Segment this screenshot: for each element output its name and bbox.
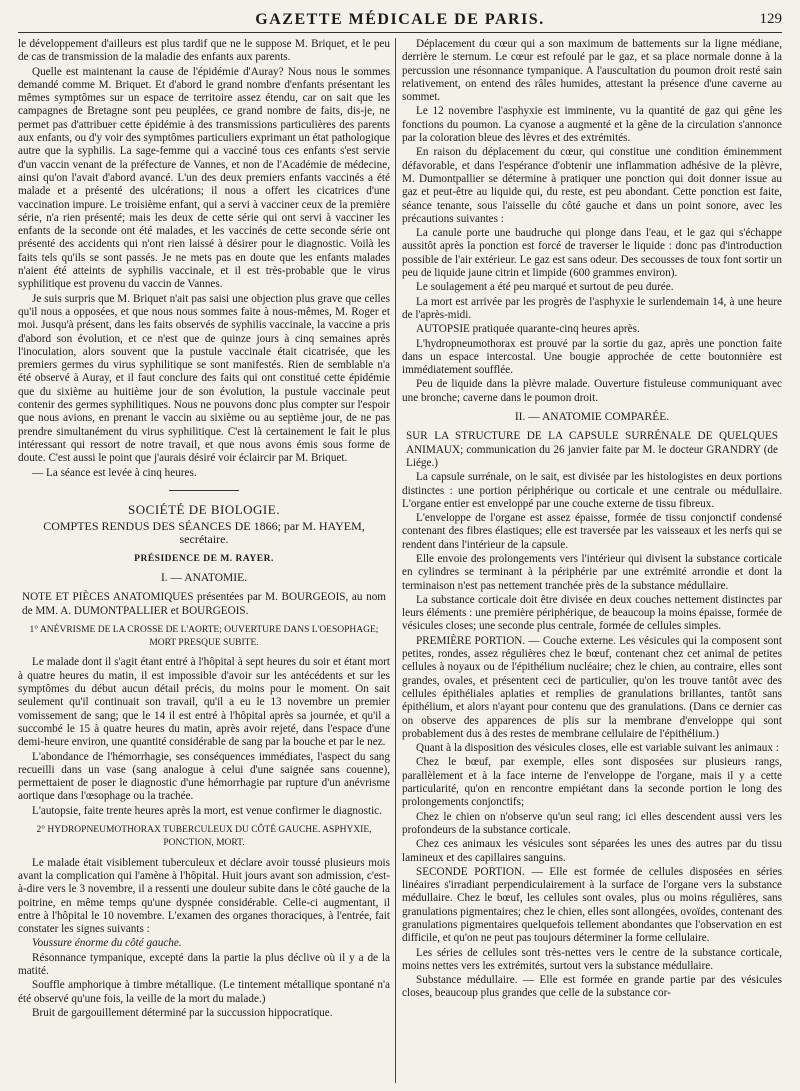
paragraph: le développement d'ailleurs est plus tardif que ne le suppose M. Briquet, et le peu de cas de transmission de la maladie des enfants aux parents. (18, 38, 390, 64)
journal-title: GAZETTE MÉDICALE DE PARIS. (255, 11, 545, 28)
paragraph: En raison du déplacement du cœur, qui constitue une condition éminemment défavorable, et dans l'espérance d'obtenir une inflammation adhésive de la plèvre, M. Dumontpallier se détermine à pratiquer une ponction qui doit donner issue au gaz et peut-être au liquide qui, du reste, est peu abondant. Cette ponction est faite, séance tenante, sous l'aisselle du côté gauche et dans un point sonore, avec les précautions suivantes : (402, 146, 782, 225)
paragraph: Bruit de gargouillement déterminé par la succussion hippocratique. (32, 1006, 333, 1019)
paragraph: La mort est arrivée par les progrès de l'asphyxie le surlendemain 14, à une heure de l'après-midi. (402, 295, 782, 321)
paragraph: L'hydropneumothorax est prouvé par la sortie du gaz, après une ponction faite dans un espace intercostal. Une bougie approchée de cette boutonnière est immédiatement soufflée. (402, 337, 782, 377)
paragraph: La capsule surrénale, on le sait, est divisée par les histologistes en deux portions distinctes : une portion périphérique ou corticale et une centrale ou médullaire. L'organe entier est enveloppé par une couche externe de tissu fibreux. (402, 471, 782, 510)
case-title: 2° HYDROPNEUMOTHORAX TUBERCULEUX DU CÔTÉ GAUCHE. ASPHYXIE, PONCTION, MORT. (36, 825, 372, 849)
paragraph: Résonnance tympanique, excepté dans la partie la plus déclive où il y a de la matité. (18, 951, 390, 977)
page-header (18, 8, 782, 33)
divider (169, 490, 239, 491)
session-closing: — La séance est levée à cinq heures. (32, 466, 197, 479)
paragraph: L'abondance de l'hémorrhagie, ses conséquences immédiates, l'aspect du sang recueilli dans un vase (sang analogue à celui d'une saignée sans couenne), permettaient de poser le diagnostic d'une hémorrhagie par rupture d'un anévrisme aortique dans l'œsophage ou la trachée. (18, 750, 390, 803)
paragraph: L'autopsie, faite trente heures après la mort, est venue confirmer le diagnostic. (32, 804, 382, 817)
section-heading: II. — ANATOMIE COMPARÉE. (514, 411, 670, 424)
paragraph: AUTOPSIE pratiquée quarante-cinq heures après. (416, 323, 640, 336)
paragraph: L'enveloppe de l'organe est assez épaisse, formée de tissu conjonctif condensé contenant des fibres élastiques; elle est traversée par les vaisseaux et les nerfs qui se rendent dans l'intérieur de la capsule. (402, 512, 782, 551)
section-heading: I. — ANATOMIE. (160, 571, 248, 584)
society-title: SOCIÉTÉ DE BIOLOGIE. (128, 501, 280, 517)
paragraph: Chez ces animaux les vésicules sont séparées les unes des autres par du tissu lamineux et des capillaires sanguins. (402, 838, 782, 864)
paragraph: Le 12 novembre l'asphyxie est imminente, vu la quantité de gaz qui gêne les fonctions du poumon. La cyanose a augmenté et la gêne de la circulation s'annonce par la coloration bleue des lèvres et des extrémités. (402, 105, 782, 145)
paragraph: Le malade était visiblement tuberculeux et déclare avoir toussé plusieurs mois avant la complication qui l'amène à l'hôpital. Huit jours avant son admission, c'est-à-dire vers le 3 novembre, il a ressenti une douleur subite dans le côté gauche de la poitrine, en même temps qu'une dyspnée considérable. Celle-ci augmentant, il entre à l'hôpital le 10 novembre. L'examen des organes thoraciques, à l'entrée, fait constater les signes suivants : (18, 856, 390, 936)
paragraph: Chez le chien on n'observe qu'un seul rang; ici elles descendent aussi vers les profondeurs de la substance corticale. (402, 810, 782, 836)
right-column (402, 38, 782, 1083)
paragraph: Substance médullaire. — Elle est formée en grande partie par des vésicules closes, beaucoup plus grandes que celle de la substance cor- (402, 974, 782, 1000)
paragraph: Le malade dont il s'agit étant entré à l'hôpital à sept heures du soir et étant mort à quatre heures du matin, il est impossible d'avoir sur les antécédents et sur les symptômes du début aucun détail précis, du moins pour le moment. On sait seulement qu'il continuait son travail, qu'il a eu le 13 novembre un premier vomissement de sang; que le 14 il est entré à l'hôpital après sa journée, et qu'il a succombé le 15 à quatre heures du matin, après avoir rejeté, dans l'espace d'une demi-heure environ, une quantité considérable de sang par la bouche et par le nez. (18, 656, 390, 749)
paragraph: La canule porte une baudruche qui plonge dans l'eau, et le gaz qui s'échappe aussitôt après la ponction est forcé de traverser le liquide : donc pas d'introduction possible de l'air extérieur. Le gaz est sans odeur. Des secousses de toux font sortir un peu de liquide jaune citrin et limpide (600 grammes environ). (402, 227, 782, 280)
paragraph: La substance corticale doit être divisée en deux couches nettement distinctes par leurs éléments : une première périphérique, de beaucoup la moins épaisse, formée de vésicules closes; une seconde plus centrale, formée de cellules simples. (402, 593, 782, 633)
paragraph: Déplacement du cœur qui a son maximum de battements sur la ligne médiane, derrière le sternum. Le cœur est refoulé par le gaz, et sa place normale donne à la percussion une résonnance tympanique. A l'auscultation du poumon droit resté sain relativement, on entend des râles humides, attestant la présence d'une caverne au sommet. (402, 38, 782, 104)
paragraph: Elle envoie des prolongements vers l'intérieur qui divisent la substance corticale en cylindres se terminant à la périphérie par une extrémité arrondie et dont la terminaison n'est pas nettement tranchée près de la substance médullaire. (402, 552, 782, 592)
paragraph: Quant à la disposition des vésicules closes, elle est variable suivant les animaux : (416, 742, 779, 755)
paragraph: PREMIÈRE PORTION. — Couche externe. Les vésicules qui la composent sont petites, rondes, assez régulières chez le bœuf, contenant chez cet animal de petites cellules à noyaux ou de l'épithélium nucléaire; chez le chien, au contraire, elles sont grandes, ovales, et présentent ceci de particulier, qu'on les trouve tantôt avec des cellules épithéliales aplaties et remplies de granulations brillantes, tantôt sans épithélium, et alors n'ayant pour contenu que des granulations. (Dans ce dernier cas on observe des apparences de plis sur la membrane d'enveloppe qui sont probablement dus à des restes de membrane cellulaire de l'épithélium.) (402, 634, 782, 740)
paragraph: Je suis surpris que M. Briquet n'ait pas saisi une objection plus grave que celles qu'il nous a opposées, et que nous nous sommes faite à nous-mêmes, M. Roger et moi. Jusqu'à présent, dans les faits observés de syphilis vaccinale, la vaccine a pris d'abord son évolution, et ce n'est que de quinze jours à cinq semaines après l'inoculation, alors souvent que la pustule vaccinale était cicatrisée, que les premiers germes du virus syphilitique se sont manifestés. Rien de semblable n'a été observé à Auray, et il faut conclure des faits qui ont constitué cette épidémie que du sixième au huitième jour de son évolution, la pustule vaccinale peut contenir des germes syphilitiques. Nous ne pouvons donc plus compter sur l'espoir que nous avions, en prenant le vaccin au sixième ou au septième jour, de ne pas prendre simultanément du virus syphilitique. C'est là certainement le fait le plus intéressant qui ressort de notre travail, et que nous avons émis sous forme de doute. C'est aussi le point que j'aurais désiré voir éclaircir par M. Briquet. (18, 292, 390, 465)
comptes-rendus-heading: COMPTES RENDUS DES SÉANCES DE 1866; par M. HAYEM, secrétaire. (43, 519, 365, 547)
paragraph: Peu de liquide dans la plèvre malade. Ouverture fistuleuse communiquant avec une bronche; caverne dans le poumon droit. (402, 378, 782, 404)
page-number: 129 (759, 11, 782, 27)
paragraph: Le soulagement a été peu marqué et surtout de peu durée. (416, 281, 674, 294)
paragraph: Les séries de cellules sont très-nettes vers le centre de la substance corticale, moins nettes vers les extrémités, surtout vers la substance médullaire. (402, 946, 782, 972)
note-heading: NOTE ET PIÈCES ANATOMIQUES présentées par M. BOURGEOIS, au nom de MM. A. DUMONTPALLIER et BOURGEOIS. (22, 591, 386, 617)
paragraph: SECONDE PORTION. — Elle est formée de cellules disposées en séries linéaires s'irradiant perpendiculairement à la surface de l'organe vers la substance médullaire. Chez le bœuf, les cellules sont ovales, plus ou moins régulières, sans granulations pigmentaires; chez le chien, elles sont allongées, ovoïdes, contenant des granulations pigmentaires quelquefois tellement abondantes que l'observation en est difficile, et qu'on ne peut pas toujours déterminer la forme cellulaire. (402, 865, 782, 945)
paragraph: Voussure énorme du côté gauche. (32, 937, 182, 950)
case-title: 1° ANÉVRISME DE LA CROSSE DE L'AORTE; OUVERTURE DANS L'OESOPHAGE; MORT PRESQUE SUBITE. (29, 624, 379, 649)
left-column (18, 38, 390, 1083)
column-rule (395, 38, 396, 1083)
paragraph: Souffle amphorique à timbre métallique. (Le tintement métallique spontané n'a été observé qu'une fois, la veille de la mort du malade.) (18, 979, 390, 1005)
paragraph: Quelle est maintenant la cause de l'épidémie d'Auray? Nous nous le sommes demandé comme M. Briquet. Et d'abord le grand nombre d'enfants présentant les mêmes symptômes sur un espace de territoire assez étendu, car on sait que les campagnes de Bretagne sont peu peuplées, ce grand nombre de faits, dis-je, ne permet pas d'attribuer cette épidémie à des transmissions particulières des parents aux enfants, ou d'y voir des symptômes particuliers exprimant un état pathologique autre que la syphilis. La sage-femme qui a vacciné tous ces enfants s'est servie d'un vaccin venant de la préfecture de Vannes, et non de l'Académie de médecine, ainsi qu'on l'avait d'abord avancé. L'un des deux premiers enfants vaccinés a été malade et a présenté des ulcérations; il nous a offert les cicatrices d'une vaccination impure. Le troisième enfant, qui a servi à vacciner ceux de la première série, n'a rien présenté; mais les deux de cette série qui ont servi à vacciner les enfants de la seconde ont été malades, et les vaccinés de cette seconde série ont présenté des accidents qui n'ont rien laissé à désirer pour le diagnostic. Voilà les faits tels qu'ils se sont passés. Je ne mets pas en doute que les enfants malades n'aient été atteints de syphilis vaccinale, et il est très-probable que le virus syphilitique est provenu du vaccin de Vannes. (18, 65, 390, 291)
paragraph: Chez le bœuf, par exemple, elles sont disposées sur plusieurs rangs, parallèlement et à la face interne de l'enveloppe de l'organe, mais il y a cette particularité, qu'on en rencontre empiétant dans la seconde portion le long des prolongements conjonctifs; (402, 756, 782, 809)
presidence-heading: PRÉSIDENCE DE M. RAYER. (134, 553, 274, 564)
communication-heading: SUR LA STRUCTURE DE LA CAPSULE SURRÉNALE DE QUELQUES ANIMAUX; communication du 26 janvier faite par M. le docteur GRANDRY (de Liége.) (406, 430, 778, 469)
